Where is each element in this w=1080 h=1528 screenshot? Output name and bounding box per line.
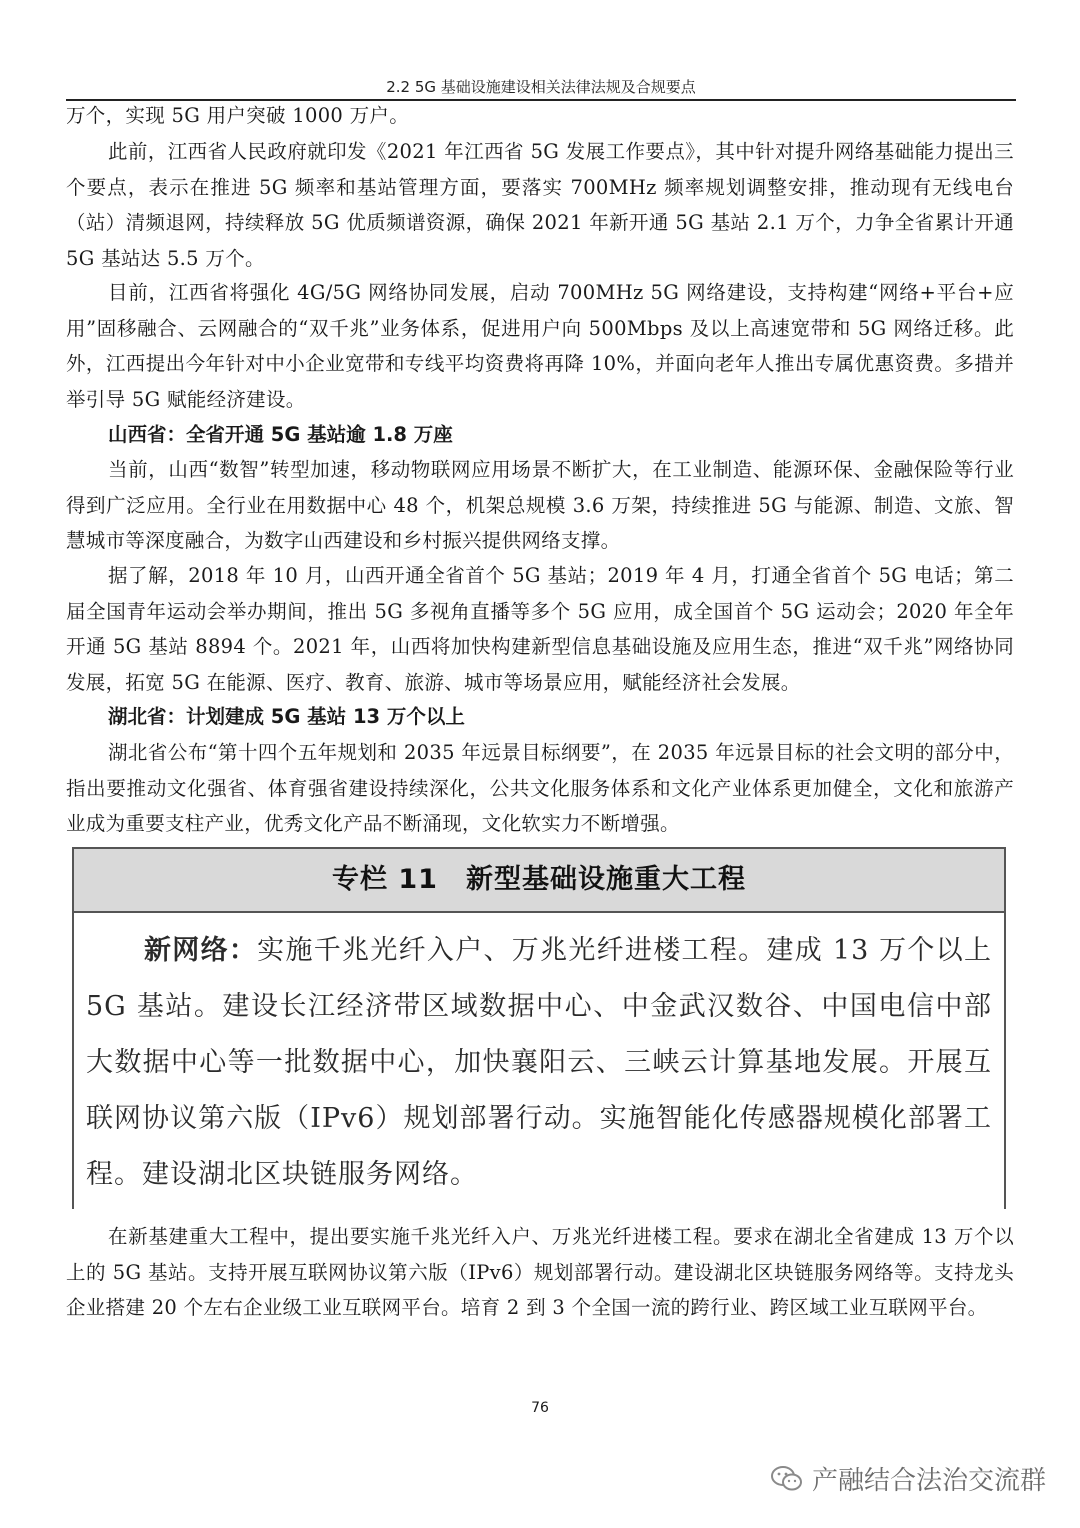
- subhead-hubei: 湖北省：计划建成 5G 基站 13 万个以上: [108, 705, 465, 728]
- paragraph-shanxi-history: 据了解，2018 年 10 月，山西开通全省首个 5G 基站；2019 年 4 月，打通全省首个 5G 电话；第二届全国青年运动会举办期间，推出 5G 多视角直播等多个 5G 应用，成全国首个 5G 运动会；2020 年全年开通 5G 基站 8894 个。2021 年，山西将加快构建新型信息基础设施及应用生态，推进“双千兆”网络协同发展，拓宽 5G 在能源、医疗、教育、旅游、城市等场景应用，赋能经济社会发展。: [66, 564, 1014, 694]
- paragraph-hubei-project: 在新基建重大工程中，提出要实施千兆光纤入户、万兆光纤进楼工程。要求在湖北全省建成 13 万个以上的 5G 基站。支持开展互联网协议第六版（IPv6）规划部署行动。建设湖北区块链服务网络等。支持龙头企业搭建 20 个左右企业级工业互联网平台。培育 2 到 3 个全国一流的跨行业、跨区域工业互联网平台。: [66, 1225, 1014, 1319]
- page-number: 76: [531, 1400, 549, 1416]
- column-box-body: [74, 913, 1004, 1203]
- column-box-lead: 新网络：: [144, 935, 258, 966]
- watermark: [770, 1460, 1046, 1497]
- column-box: [72, 847, 1006, 1209]
- paragraph-hubei-plan: 湖北省公布“第十四个五年规划和 2035 年远景目标纲要”，在 2035 年远景目标的社会文明的部分中，指出要推动文化强省、体育强省建设持续深化，公共文化服务体系和文化产业体系更加健全，文化和旅游产业成为重要支柱产业，优秀文化产品不断涌现，文化软实力不断增强。: [66, 741, 1014, 835]
- subhead-shanxi: 山西省：全省开通 5G 基站逾 1.8 万座: [108, 423, 453, 446]
- column-box-title: 专栏 11 新型基础设施重大工程: [74, 849, 1004, 913]
- paragraph-continuation: 万个，实现 5G 用户突破 1000 万户。: [66, 104, 410, 127]
- watermark-text: 产融结合法治交流群: [811, 1466, 1046, 1496]
- paragraph-jiangxi-now: 目前，江西省将强化 4G/5G 网络协同发展，启动 700MHz 5G 网络建设，支持构建“网络+平台+应用”固移融合、云网融合的“双千兆”业务体系，促进用户向 500Mbps 及以上高速宽带和 5G 网络迁移。此外，江西提出今年针对中小企业宽带和专线平均资费将再降 10%，并面向老年人推出专属优惠资费。多措并举引导 5G 赋能经济建设。: [66, 281, 1014, 411]
- paragraph-shanxi-current: 当前，山西“数智”转型加速，移动物联网应用场景不断扩大，在工业制造、能源环保、金融保险等行业得到广泛应用。全行业在用数据中心 48 个，机架总规模 3.6 万架，持续推进 5G 与能源、制造、文旅、智慧城市等深度融合，为数字山西建设和乡村振兴提供网络支撑。: [66, 458, 1014, 552]
- column-box-text: 实施千兆光纤入户、万兆光纤进楼工程。建成 13 万个以上 5G 基站。建设长江经济带区域数据中心、中金武汉数谷、中国电信中部大数据中心等一批数据中心，加快襄阳云、三峡云计算基地发展。开展互联网协议第六版（IPv6）规划部署行动。实施智能化传感器规模化部署工程。建设湖北区块链服务网络。: [86, 935, 992, 1190]
- paragraph-jiangxi-plan: 此前，江西省人民政府就印发《2021 年江西省 5G 发展工作要点》，其中针对提升网络基础能力提出三个要点，表示在推进 5G 频率和基站管理方面，要落实 700MHz 频率规划调整安排，推动现有无线电台（站）清频退网，持续释放 5G 优质频谱资源，确保 2021 年新开通 5G 基站 2.1 万个，力争全省累计开通 5G 基站达 5.5 万个。: [66, 140, 1014, 270]
- wechat-icon: [770, 1465, 804, 1493]
- running-header: 2.2 5G 基础设施建设相关法律法规及合规要点: [386, 78, 696, 96]
